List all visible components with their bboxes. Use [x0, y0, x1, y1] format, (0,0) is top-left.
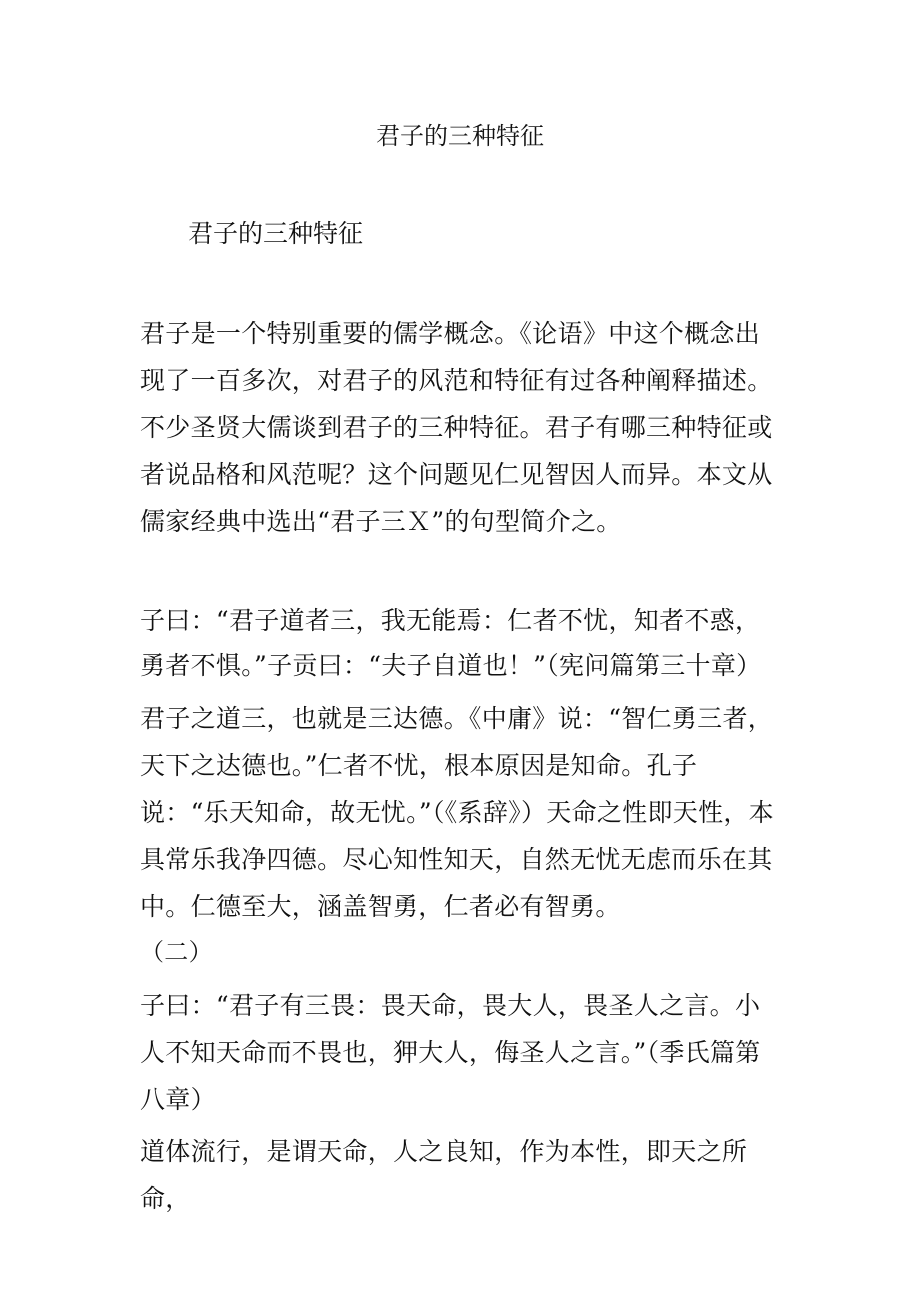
paragraph-quote-three-awes: 子曰：“君子有三畏：畏天命，畏大人，畏圣人之言。小人不知天命而不畏也，狎大人，侮圣人之言。”（季氏篇第八章）	[140, 991, 761, 1114]
section-marker-two: （二）	[140, 938, 213, 966]
document-subtitle: 君子的三种特征	[188, 219, 364, 248]
paragraph-explanation-three-virtues: 君子之道三，也就是三达德。《中庸》说：“智仁勇三者，天下之达德也。”仁者不忧，根本原因是知命。孔子说：“乐天知命，故无忧。”（《系辞》）天命之性即天性，本具常乐我净四德。尽心知性知天，自然无忧无虑而乐在其中。仁德至大，涵盖智勇，仁者必有智勇。	[140, 704, 774, 921]
paragraph-explanation-heavenly-mandate: 道体流行，是谓天命，人之良知，作为本性，即天之所命，	[140, 1137, 748, 1213]
document-title: 君子的三种特征	[376, 122, 544, 150]
paragraph-intro: 君子是一个特别重要的儒学概念。《论语》中这个概念出现了一百多次，对君子的风范和特征有过各种阐释描述。不少圣贤大儒谈到君子的三种特征。君子有哪三种特征或者说品格和风范呢？这个问题见仁见智因人而异。本文从儒家经典中选出“君子三Ｘ”的句型简介之。	[140, 319, 773, 536]
paragraph-quote-three-ways: 子曰：“君子道者三，我无能焉：仁者不忧，知者不惑，勇者不惧。”子贡曰：“夫子自道也！”（宪问篇第三十章）	[140, 606, 762, 680]
